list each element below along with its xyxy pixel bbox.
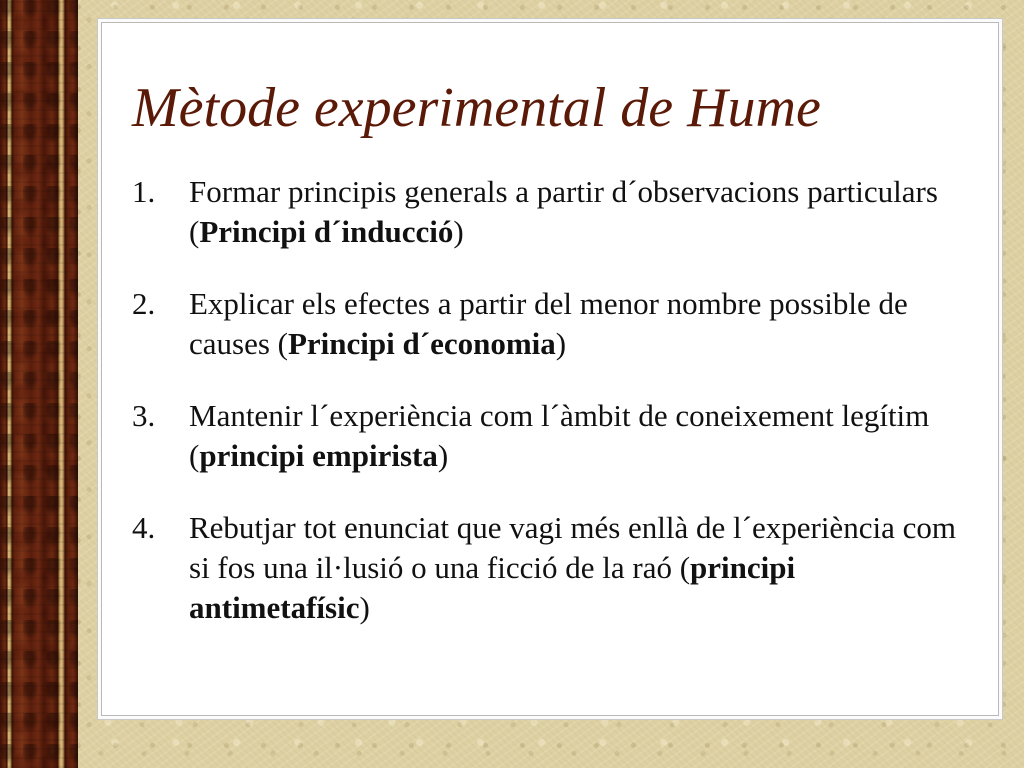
list-item bbox=[132, 284, 982, 364]
item-principle-name: principi antimetafísic bbox=[189, 550, 796, 625]
item-text bbox=[189, 396, 982, 476]
item-principle-name: Principi d´inducció bbox=[199, 214, 454, 249]
item-text-plain: Formar principis generals a partir d´observacions particulars ( bbox=[189, 174, 938, 249]
item-text bbox=[189, 172, 982, 252]
item-text-closing: ) bbox=[453, 214, 464, 249]
item-number: 3. bbox=[132, 398, 156, 433]
list-item bbox=[132, 396, 982, 476]
item-number: 4. bbox=[132, 510, 156, 545]
item-text-closing: ) bbox=[437, 438, 449, 473]
list-item bbox=[132, 172, 982, 252]
item-text-closing: ) bbox=[359, 590, 370, 625]
item-principle-name: principi empirista bbox=[199, 438, 438, 473]
item-text-plain: Rebutjar tot enunciat que vagi més enllà de l´experiència com si fos una il·lusió o una ficció de la raó ( bbox=[189, 510, 956, 585]
item-text bbox=[189, 508, 982, 628]
principles-list bbox=[132, 172, 982, 660]
item-number: 2. bbox=[132, 286, 156, 321]
item-principle-name: Principi d´economia bbox=[287, 326, 556, 361]
item-text bbox=[189, 284, 982, 364]
spine-texture bbox=[0, 0, 78, 768]
item-text-plain: Explicar els efectes a partir del menor nombre possible de causes ( bbox=[189, 286, 908, 361]
slide-title: Mètode experimental de Hume bbox=[132, 77, 821, 139]
item-text-plain: Mantenir l´experiència com l´àmbit de coneixement legítim ( bbox=[189, 398, 930, 473]
item-text-closing: ) bbox=[555, 326, 567, 361]
item-number: 1. bbox=[132, 174, 156, 209]
list-item bbox=[132, 508, 982, 628]
